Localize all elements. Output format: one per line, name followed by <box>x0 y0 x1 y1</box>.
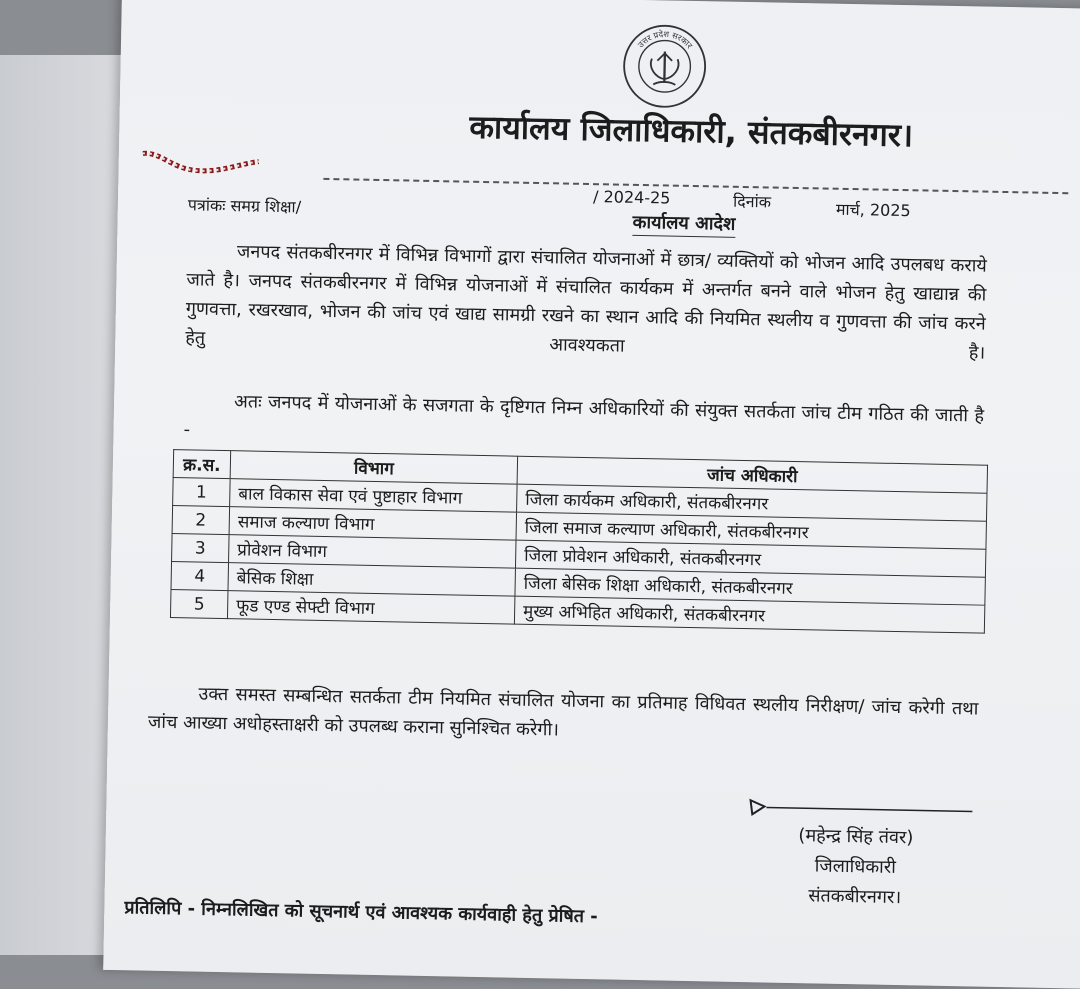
paragraph-instructions: उक्त समस्त सम्बन्धित सतर्कता टीम नियमित संचालित योजना का प्रतिमाह विधिवत स्थलीय निरीक्षण/ जांच करेगी तथा जांच आख्या अधोहस्ताक्षरी को उपलब्ध कराना सुनिश्चित करेगी। <box>147 683 979 741</box>
date-label: दिनांक <box>732 191 772 212</box>
department-cell: बाल विकास सेवा एवं पुष्टाहार विभाग <box>230 479 517 513</box>
signatory-place: संतकबीरनगर। <box>808 885 902 909</box>
divider <box>323 178 1068 194</box>
department-cell: बेसिक शिक्षा <box>228 563 515 597</box>
header-officer: जांच अधिकारी <box>517 456 987 493</box>
serial-cell: 2 <box>172 506 230 535</box>
officer-cell: जिला बेसिक शिक्षा अधिकारी, संतकबीरनगर <box>515 568 985 605</box>
signatory-designation: जिलाधिकारी <box>814 855 897 879</box>
emblem-text: उत्तर प्रदेश सरकार <box>635 28 695 51</box>
paragraph-intro: जनपद संतकबीरनगर में विभिन्न विभागों द्वारा संचालित योजनाओं में छात्र/ व्यक्तियों को भोजन आदि उपलबध कराये जाते है। जनपद संतकबीरनगर में विभिन्न योजनाओं में संचालित कार्यकम में अन्तर्गत बनने वाले भोजन हेतु खाद्यान्न की गुणवत्ता, रखरखाव, भोजन की जांच एवं खाद्य सामग्री रखने का स्थान आदि की नियमित स्थलीय व गुणवत्ता की जांच करने हेतु आवश्यकता है। <box>185 241 988 364</box>
copy-to-line: प्रतिलिपि - निम्नलिखित को सूचनार्थ एवं आवश्यक कार्यवाही हेतु प्रेषित - <box>124 897 598 928</box>
date-value: मार्च, 2025 <box>835 199 911 221</box>
up-government-emblem <box>618 18 712 112</box>
page-title: कार्यालय जिलाधिकारी, संतकबीरनगर। <box>469 107 914 155</box>
reference-year: / 2024-25 <box>592 187 671 208</box>
paragraph-committee: अतः जनपद में योजनाओं के सजगता के दृष्टिगत निम्न अधिकारियों की संयुक्त सतर्कता जांच टीम गठित की जाती है - <box>183 391 985 441</box>
officer-cell: जिला कार्यकम अधिकारी, संतकबीरनगर <box>517 484 987 521</box>
header-serial: क्र.स. <box>173 450 231 479</box>
header-department: विभाग <box>230 451 517 485</box>
serial-cell: 3 <box>172 534 230 563</box>
reference-number: पत्रांकः समग्र शिक्षा/ <box>187 195 302 217</box>
signatory-name: (महेन्द्र सिंह तंवर) <box>798 825 914 849</box>
department-cell: फूड एण्ड सेफ्टी विभाग <box>227 591 514 625</box>
officer-cell: मुख्य अभिहित अधिकारी, संतकबीरनगर <box>514 596 984 633</box>
serial-cell: 1 <box>173 478 231 507</box>
binding-string-icon <box>140 147 261 179</box>
serial-cell: 4 <box>171 562 229 591</box>
document-page <box>103 0 1080 989</box>
department-cell: प्रोवेशन विभाग <box>229 535 516 569</box>
department-cell: समाज कल्याण विभाग <box>229 507 516 541</box>
officer-cell: जिला समाज कल्याण अधिकारी, संतकबीरनगर <box>516 512 986 549</box>
signatory-block <box>754 820 956 914</box>
serial-cell: 5 <box>170 590 228 619</box>
officer-cell: जिला प्रोवेशन अधिकारी, संतकबीरनगर <box>515 540 985 577</box>
order-title: कार्यालय आदेश <box>632 210 735 238</box>
officers-table <box>170 449 988 634</box>
